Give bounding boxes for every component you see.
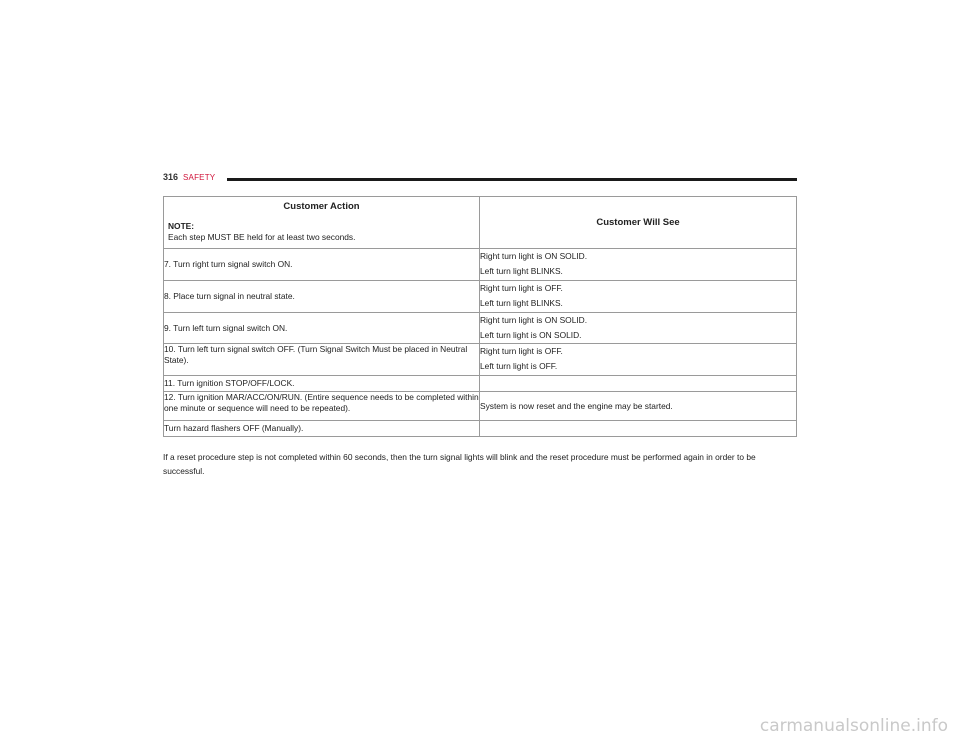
section-title: SAFETY: [183, 173, 216, 182]
note-label: NOTE:: [168, 221, 195, 231]
action-cell: 8. Place turn signal in neutral state.: [164, 281, 480, 313]
header-rule: [227, 178, 797, 181]
page-header: [163, 172, 797, 186]
result-cell-empty: [480, 421, 797, 437]
note-text: Each step MUST BE held for at least two seconds.: [168, 232, 356, 242]
note-block: [164, 212, 479, 246]
reset-procedure-table: [163, 196, 797, 437]
action-cell: 10. Turn left turn signal switch OFF. (Turn Signal Switch Must be placed in Neutral State).: [164, 344, 480, 376]
result-line: Right turn light is ON SOLID.: [480, 251, 588, 261]
customer-action-header-cell: [164, 197, 480, 249]
result-cell: [480, 281, 797, 313]
customer-action-header: Customer Action: [283, 201, 360, 212]
table-row: [164, 421, 797, 437]
result-cell: [480, 249, 797, 281]
action-cell: 9. Turn left turn signal switch ON.: [164, 313, 480, 344]
result-line: Left turn light BLINKS.: [480, 266, 563, 276]
result-cell: [480, 344, 797, 376]
table-row: [164, 392, 797, 421]
result-cell: System is now reset and the engine may be started.: [480, 392, 797, 421]
result-cell-empty: [480, 376, 797, 392]
customer-will-see-header: Customer Will See: [480, 197, 797, 249]
result-line: Right turn light is ON SOLID.: [480, 315, 588, 325]
action-cell: 12. Turn ignition MAR/ACC/ON/RUN. (Entire sequence needs to be completed within one minute or sequence will need to be repeated).: [164, 392, 480, 421]
action-cell: 7. Turn right turn signal switch ON.: [164, 249, 480, 281]
result-line: Left turn light is ON SOLID.: [480, 330, 582, 340]
table-row: [164, 281, 797, 313]
table-row: [164, 313, 797, 344]
action-cell: 11. Turn ignition STOP/OFF/LOCK.: [164, 376, 480, 392]
result-cell: [480, 313, 797, 344]
result-line: Right turn light is OFF.: [480, 346, 563, 356]
table-row: [164, 376, 797, 392]
watermark: carmanualsonline.info: [759, 716, 948, 736]
table-row: [164, 344, 797, 376]
result-line: Left turn light is OFF.: [480, 361, 558, 371]
page-number: 316: [163, 172, 179, 182]
action-cell: Turn hazard flashers OFF (Manually).: [164, 421, 480, 437]
result-line: Left turn light BLINKS.: [480, 298, 563, 308]
table-header-row: [164, 197, 797, 249]
result-line: Right turn light is OFF.: [480, 283, 563, 293]
table-row: [164, 249, 797, 281]
reset-procedure-note: If a reset procedure step is not completed within 60 seconds, then the turn signal lights will blink and the reset procedure must be performed again in order to be successful.: [163, 452, 756, 476]
